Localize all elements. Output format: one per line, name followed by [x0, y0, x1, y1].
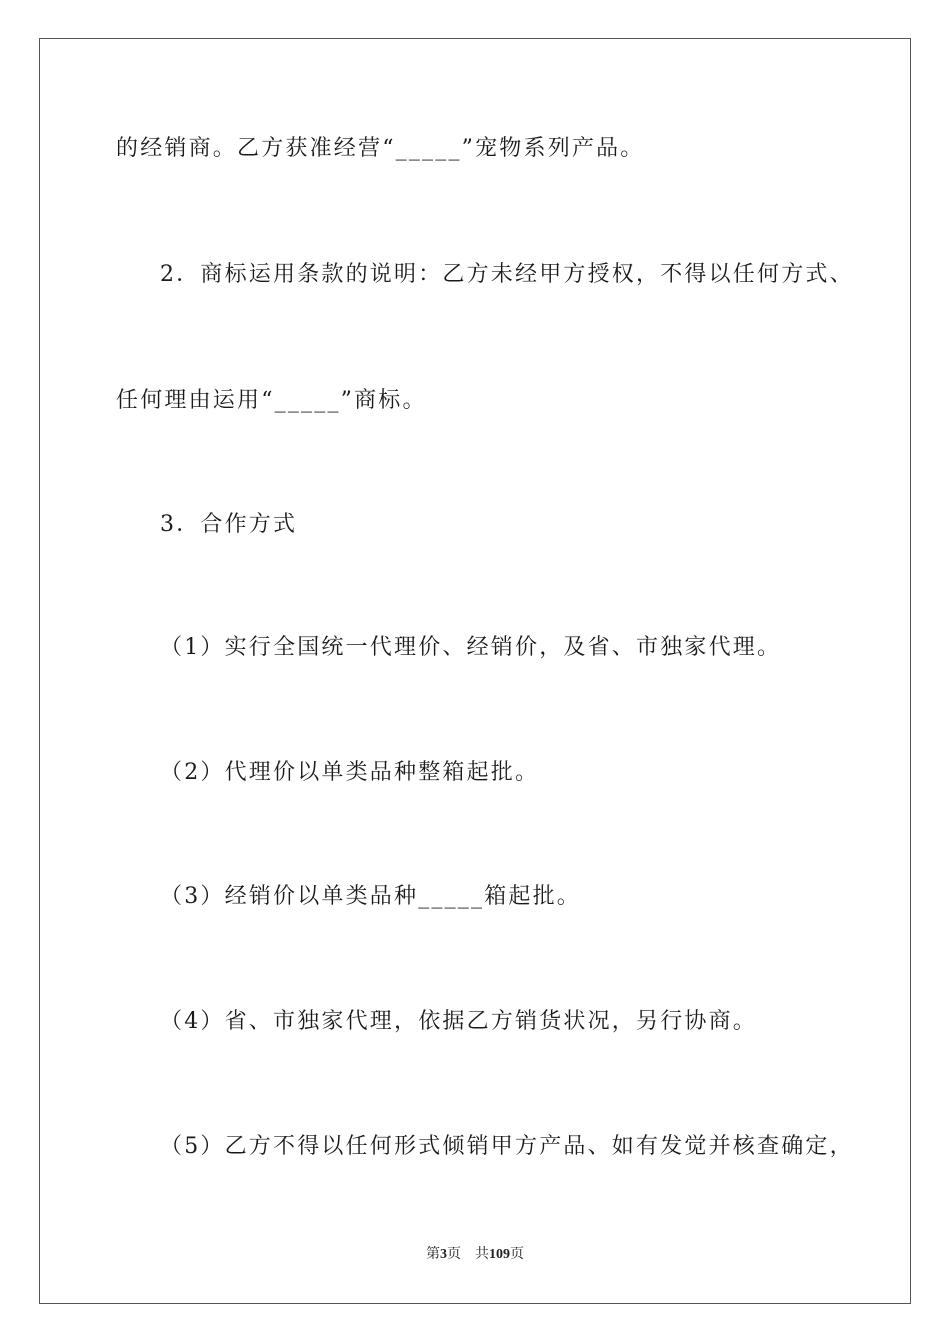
paragraph-line-3: 任何理由运用“_____”商标。: [116, 388, 427, 413]
list-item-3: （3）经销价以单类品种_____箱起批。: [160, 884, 581, 909]
footer-page-prefix: 第: [426, 1247, 440, 1262]
footer-total-prefix: 共: [475, 1247, 489, 1262]
page-footer: [0, 1245, 950, 1265]
list-item-4: （4）省、市独家代理，依据乙方销货状况，另行协商。: [160, 1009, 757, 1034]
page-border: [39, 38, 911, 1304]
list-item-5: （5）乙方不得以任何形式倾销甲方产品、如有发觉并核查确定，: [160, 1134, 854, 1159]
footer-total-pages: 109: [489, 1247, 510, 1262]
footer-page-suffix: 页: [447, 1247, 461, 1262]
paragraph-line-2: 2．商标运用条款的说明：乙方未经甲方授权，不得以任何方式、: [160, 262, 854, 287]
footer-total-suffix: 页: [510, 1247, 524, 1262]
section-heading: 3．合作方式: [160, 512, 298, 537]
list-item-1: （1）实行全国统一代理价、经销价，及省、市独家代理。: [160, 635, 782, 660]
list-item-2: （2）代理价以单类品种整箱起批。: [160, 760, 540, 785]
footer-page-number: 3: [440, 1247, 447, 1262]
paragraph-line-1: 的经销商。乙方获准经营“_____”宠物系列产品。: [116, 136, 645, 161]
